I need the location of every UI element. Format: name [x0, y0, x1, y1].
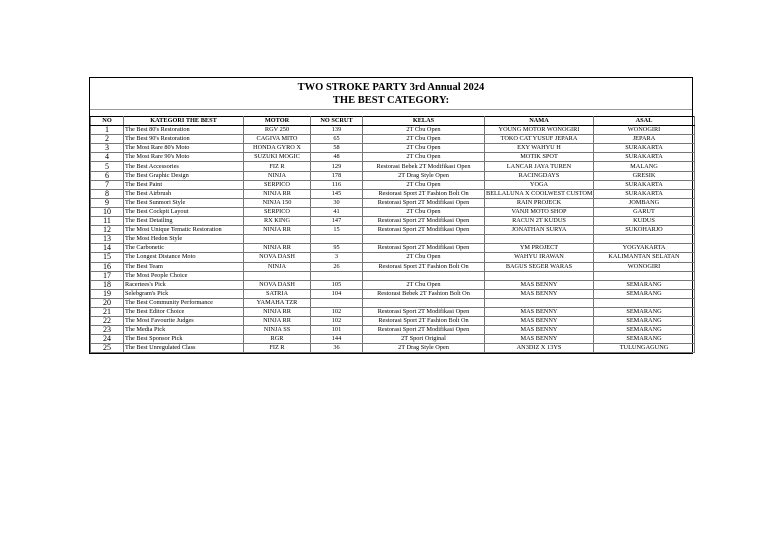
row-scrut-cell: 26 — [311, 262, 363, 271]
row-kategori-cell: The Best Accessories — [124, 162, 244, 171]
row-scrut-cell: 104 — [311, 289, 363, 298]
row-no-cell: 10 — [91, 207, 124, 216]
row-kelas-cell — [363, 235, 485, 244]
row-asal-cell — [594, 271, 695, 280]
row-asal-cell: SEMARANG — [594, 326, 695, 335]
row-kelas-cell: Restorasi Sport 2T Fashion Bolt On — [363, 189, 485, 198]
row-no-cell: 16 — [91, 262, 124, 271]
row-no-cell: 14 — [91, 244, 124, 253]
header-motor: MOTOR — [244, 117, 311, 126]
row-motor-cell: NINJA 150 — [244, 198, 311, 207]
row-no-cell: 25 — [91, 344, 124, 353]
row-kategori-cell: The Most Hedon Style — [124, 235, 244, 244]
row-kategori-cell: The Best Community Performance — [124, 298, 244, 307]
row-kelas-cell: Restorasi Sport 2T Modifikasi Open — [363, 217, 485, 226]
row-kategori-cell: The Best Airbrush — [124, 189, 244, 198]
table-row — [91, 280, 695, 289]
table-row — [91, 344, 695, 353]
row-nama-cell: WAHYU IRAWAN — [485, 253, 594, 262]
row-scrut-cell: 105 — [311, 280, 363, 289]
results-sheet — [89, 77, 693, 354]
row-nama-cell — [485, 235, 594, 244]
row-no-cell: 17 — [91, 271, 124, 280]
row-nama-cell: MAS BENNY — [485, 317, 594, 326]
row-no-cell: 2 — [91, 135, 124, 144]
row-kelas-cell — [363, 298, 485, 307]
row-kategori-cell: The Best Sunmori Style — [124, 198, 244, 207]
row-motor-cell: NINJA RR — [244, 317, 311, 326]
row-kategori-cell: The Best Team — [124, 262, 244, 271]
row-asal-cell: MALANG — [594, 162, 695, 171]
header-row — [91, 117, 695, 126]
row-asal-cell: SURAKARTA — [594, 189, 695, 198]
header-kategori: KATEGORI THE BEST — [124, 117, 244, 126]
row-motor-cell: HONDA GYRO X — [244, 144, 311, 153]
row-no-cell: 15 — [91, 253, 124, 262]
row-kelas-cell: Restorasi Bebek 2T Fashion Bolt On — [363, 289, 485, 298]
row-scrut-cell: 58 — [311, 144, 363, 153]
row-nama-cell: TOKO CAT YUSUF JEPARA — [485, 135, 594, 144]
row-scrut-cell: 145 — [311, 189, 363, 198]
row-kategori-cell: The Best Paint — [124, 180, 244, 189]
row-nama-cell: YOGA — [485, 180, 594, 189]
row-motor-cell: NINJA RR — [244, 226, 311, 235]
row-motor-cell: NINJA — [244, 171, 311, 180]
header-asal: ASAL — [594, 117, 695, 126]
table-row — [91, 162, 695, 171]
row-asal-cell: JOMBANG — [594, 198, 695, 207]
row-asal-cell: GRESIK — [594, 171, 695, 180]
row-scrut-cell: 116 — [311, 180, 363, 189]
document-title: TWO STROKE PARTY 3rd Annual 2024 — [297, 82, 485, 93]
row-nama-cell: LANCAR JAYA TUREN — [485, 162, 594, 171]
row-kelas-cell: Restorasi Sport 2T Modifikasi Open — [363, 244, 485, 253]
table-row — [91, 307, 695, 316]
row-nama-cell: JONATHAN SURYA — [485, 226, 594, 235]
row-asal-cell: TULUNGAGUNG — [594, 344, 695, 353]
row-scrut-cell: 41 — [311, 207, 363, 216]
row-scrut-cell: 65 — [311, 135, 363, 144]
row-scrut-cell: 139 — [311, 126, 363, 135]
row-nama-cell: MAS BENNY — [485, 289, 594, 298]
row-nama-cell — [485, 298, 594, 307]
row-scrut-cell: 36 — [311, 344, 363, 353]
table-row — [91, 180, 695, 189]
row-asal-cell: KALIMANTAN SELATAN — [594, 253, 695, 262]
row-kelas-cell: 2T Cbu Open — [363, 280, 485, 289]
row-scrut-cell: 102 — [311, 307, 363, 316]
row-kelas-cell: 2T Sport Original — [363, 335, 485, 344]
row-nama-cell: VANJI MOTO SHOP — [485, 207, 594, 216]
row-scrut-cell — [311, 235, 363, 244]
table-row — [91, 198, 695, 207]
row-kelas-cell: 2T Drag Style Open — [363, 171, 485, 180]
row-asal-cell: SEMARANG — [594, 317, 695, 326]
row-kategori-cell: The Best 80's Restoration — [124, 126, 244, 135]
row-motor-cell: RGR — [244, 335, 311, 344]
row-no-cell: 18 — [91, 280, 124, 289]
header-no: NO — [91, 117, 124, 126]
row-kelas-cell: Restorasi Sport 2T Modifikasi Open — [363, 326, 485, 335]
row-scrut-cell: 48 — [311, 153, 363, 162]
table-row — [91, 253, 695, 262]
row-no-cell: 8 — [91, 189, 124, 198]
row-nama-cell: RACINGDAYS — [485, 171, 594, 180]
row-no-cell: 19 — [91, 289, 124, 298]
table-row — [91, 171, 695, 180]
row-motor-cell: YAMAHA TZR — [244, 298, 311, 307]
table-row — [91, 217, 695, 226]
row-kategori-cell: The Best Sponsor Pick — [124, 335, 244, 344]
header-nama: NAMA — [485, 117, 594, 126]
row-asal-cell — [594, 298, 695, 307]
table-row — [91, 235, 695, 244]
row-motor-cell: CAGIVA MITO — [244, 135, 311, 144]
row-no-cell: 21 — [91, 307, 124, 316]
row-scrut-cell: 30 — [311, 198, 363, 207]
table-row — [91, 326, 695, 335]
row-kategori-cell: The Longest Distance Moto — [124, 253, 244, 262]
row-motor-cell: NOVA DASH — [244, 280, 311, 289]
table-row — [91, 189, 695, 198]
row-asal-cell: YOGYAKARTA — [594, 244, 695, 253]
row-kelas-cell: Restorasi Sport 2T Fashion Bolt On — [363, 262, 485, 271]
row-scrut-cell: 144 — [311, 335, 363, 344]
row-motor-cell: RX KING — [244, 217, 311, 226]
header-scrut: NO SCRUT — [311, 117, 363, 126]
row-nama-cell: MAS BENNY — [485, 335, 594, 344]
row-scrut-cell — [311, 271, 363, 280]
row-no-cell: 9 — [91, 198, 124, 207]
table-row — [91, 262, 695, 271]
row-asal-cell: GARUT — [594, 207, 695, 216]
table-row — [91, 335, 695, 344]
row-asal-cell: JEPARA — [594, 135, 695, 144]
row-asal-cell: WONOGIRI — [594, 126, 695, 135]
row-no-cell: 23 — [91, 326, 124, 335]
row-kategori-cell: The Most Unique Tematic Restoration — [124, 226, 244, 235]
table-row — [91, 244, 695, 253]
row-kategori-cell: The Most Favourite Judges — [124, 317, 244, 326]
row-kategori-cell: The Best 90's Restoration — [124, 135, 244, 144]
row-nama-cell: YM PROJECT — [485, 244, 594, 253]
row-no-cell: 6 — [91, 171, 124, 180]
table-row — [91, 298, 695, 307]
table-row — [91, 135, 695, 144]
row-motor-cell: NINJA SS — [244, 326, 311, 335]
row-kategori-cell: The Most Rare 90's Moto — [124, 153, 244, 162]
row-no-cell: 13 — [91, 235, 124, 244]
table-row — [91, 153, 695, 162]
row-asal-cell: SEMARANG — [594, 307, 695, 316]
row-kelas-cell: 2T Cbu Open — [363, 126, 485, 135]
row-scrut-cell: 147 — [311, 217, 363, 226]
row-asal-cell: SURAKARTA — [594, 180, 695, 189]
row-kelas-cell — [363, 271, 485, 280]
row-asal-cell — [594, 235, 695, 244]
row-motor-cell: SATRIA — [244, 289, 311, 298]
row-no-cell: 11 — [91, 217, 124, 226]
row-kategori-cell: The Best Detailing — [124, 217, 244, 226]
row-kelas-cell: Restorasi Bebek 2T Modifikasi Open — [363, 162, 485, 171]
row-motor-cell: NOVA DASH — [244, 253, 311, 262]
row-kategori-cell: The Best Cockpit Layout — [124, 207, 244, 216]
row-asal-cell: WONOGIRI — [594, 262, 695, 271]
row-kelas-cell: 2T Drag Style Open — [363, 344, 485, 353]
row-motor-cell: SERPICO — [244, 180, 311, 189]
table-row — [91, 207, 695, 216]
row-motor-cell: SERPICO — [244, 207, 311, 216]
row-scrut-cell: 102 — [311, 317, 363, 326]
table-row — [91, 226, 695, 235]
row-motor-cell — [244, 235, 311, 244]
row-no-cell: 12 — [91, 226, 124, 235]
row-scrut-cell: 178 — [311, 171, 363, 180]
row-no-cell: 7 — [91, 180, 124, 189]
row-kelas-cell: 2T Cbu Open — [363, 207, 485, 216]
row-kelas-cell: 2T Cbu Open — [363, 135, 485, 144]
row-no-cell: 5 — [91, 162, 124, 171]
row-nama-cell: MOTIK SPOT — [485, 153, 594, 162]
row-kelas-cell: Restorasi Sport 2T Modifikasi Open — [363, 198, 485, 207]
row-kelas-cell: Restorasi Sport 2T Modifikasi Open — [363, 307, 485, 316]
row-no-cell: 4 — [91, 153, 124, 162]
table-row — [91, 271, 695, 280]
row-kategori-cell: The Best Unregulated Class — [124, 344, 244, 353]
row-kelas-cell: 2T Cbu Open — [363, 144, 485, 153]
row-motor-cell — [244, 271, 311, 280]
row-nama-cell: RACUN 2T KUDUS — [485, 217, 594, 226]
row-kategori-cell: The Best Graphic Design — [124, 171, 244, 180]
row-motor-cell: FIZ R — [244, 344, 311, 353]
row-scrut-cell: 95 — [311, 244, 363, 253]
row-nama-cell: RAIN PROJECK — [485, 198, 594, 207]
row-motor-cell: FIZ R — [244, 162, 311, 171]
row-kategori-cell: Selebgram's Pick — [124, 289, 244, 298]
row-kategori-cell: The Most People Choice — [124, 271, 244, 280]
row-motor-cell: NINJA — [244, 262, 311, 271]
row-nama-cell: BAGUS SEGER WARAS — [485, 262, 594, 271]
row-no-cell: 24 — [91, 335, 124, 344]
row-motor-cell: NINJA RR — [244, 307, 311, 316]
row-no-cell: 20 — [91, 298, 124, 307]
row-kategori-cell: Racertees's Pick — [124, 280, 244, 289]
row-motor-cell: SUZUKI MOGIC — [244, 153, 311, 162]
row-kategori-cell: The Best Editor Choice — [124, 307, 244, 316]
row-kelas-cell: 2T Cbu Open — [363, 253, 485, 262]
row-nama-cell: MAS BENNY — [485, 280, 594, 289]
row-scrut-cell: 15 — [311, 226, 363, 235]
row-asal-cell: SEMARANG — [594, 335, 695, 344]
row-nama-cell: MAS BENNY — [485, 307, 594, 316]
row-kelas-cell: Restorasi Sport 2T Modifikasi Open — [363, 226, 485, 235]
row-nama-cell: AN3DIZ X 13YS — [485, 344, 594, 353]
table-row — [91, 144, 695, 153]
results-table — [90, 116, 695, 353]
row-scrut-cell: 129 — [311, 162, 363, 171]
title-block — [90, 81, 692, 109]
row-motor-cell: RGV 250 — [244, 126, 311, 135]
row-no-cell: 1 — [91, 126, 124, 135]
row-asal-cell: SUKOHARJO — [594, 226, 695, 235]
row-scrut-cell — [311, 298, 363, 307]
row-asal-cell: SEMARANG — [594, 289, 695, 298]
row-scrut-cell: 101 — [311, 326, 363, 335]
row-asal-cell: KUDUS — [594, 217, 695, 226]
row-kelas-cell: 2T Cbu Open — [363, 180, 485, 189]
row-no-cell: 22 — [91, 317, 124, 326]
row-asal-cell: SURAKARTA — [594, 144, 695, 153]
row-kelas-cell: Restorasi Sport 2T Fashion Bolt On — [363, 317, 485, 326]
row-nama-cell: EXY WAHYU H — [485, 144, 594, 153]
document-subtitle: THE BEST CATEGORY: — [332, 95, 450, 106]
row-motor-cell: NINJA RR — [244, 244, 311, 253]
header-kelas: KELAS — [363, 117, 485, 126]
row-kelas-cell: 2T Cbu Open — [363, 153, 485, 162]
row-nama-cell — [485, 271, 594, 280]
row-nama-cell: YOUNG MOTOR WONOGIRI — [485, 126, 594, 135]
row-kategori-cell: The Carbonetic — [124, 244, 244, 253]
spacer-row — [90, 109, 692, 116]
row-nama-cell: BELLALUNA X COOLWEST CUSTOM — [486, 189, 593, 197]
table-row — [91, 317, 695, 326]
table-row — [91, 289, 695, 298]
row-asal-cell: SEMARANG — [594, 280, 695, 289]
row-kategori-cell: The Most Rare 80's Moto — [124, 144, 244, 153]
table-row — [91, 126, 695, 135]
row-nama-cell: MAS BENNY — [485, 326, 594, 335]
row-asal-cell: SURAKARTA — [594, 153, 695, 162]
row-kategori-cell: The Media Pick — [124, 326, 244, 335]
row-motor-cell: NINJA RR — [244, 189, 311, 198]
row-no-cell: 3 — [91, 144, 124, 153]
row-scrut-cell: 3 — [311, 253, 363, 262]
table-body — [91, 126, 695, 353]
